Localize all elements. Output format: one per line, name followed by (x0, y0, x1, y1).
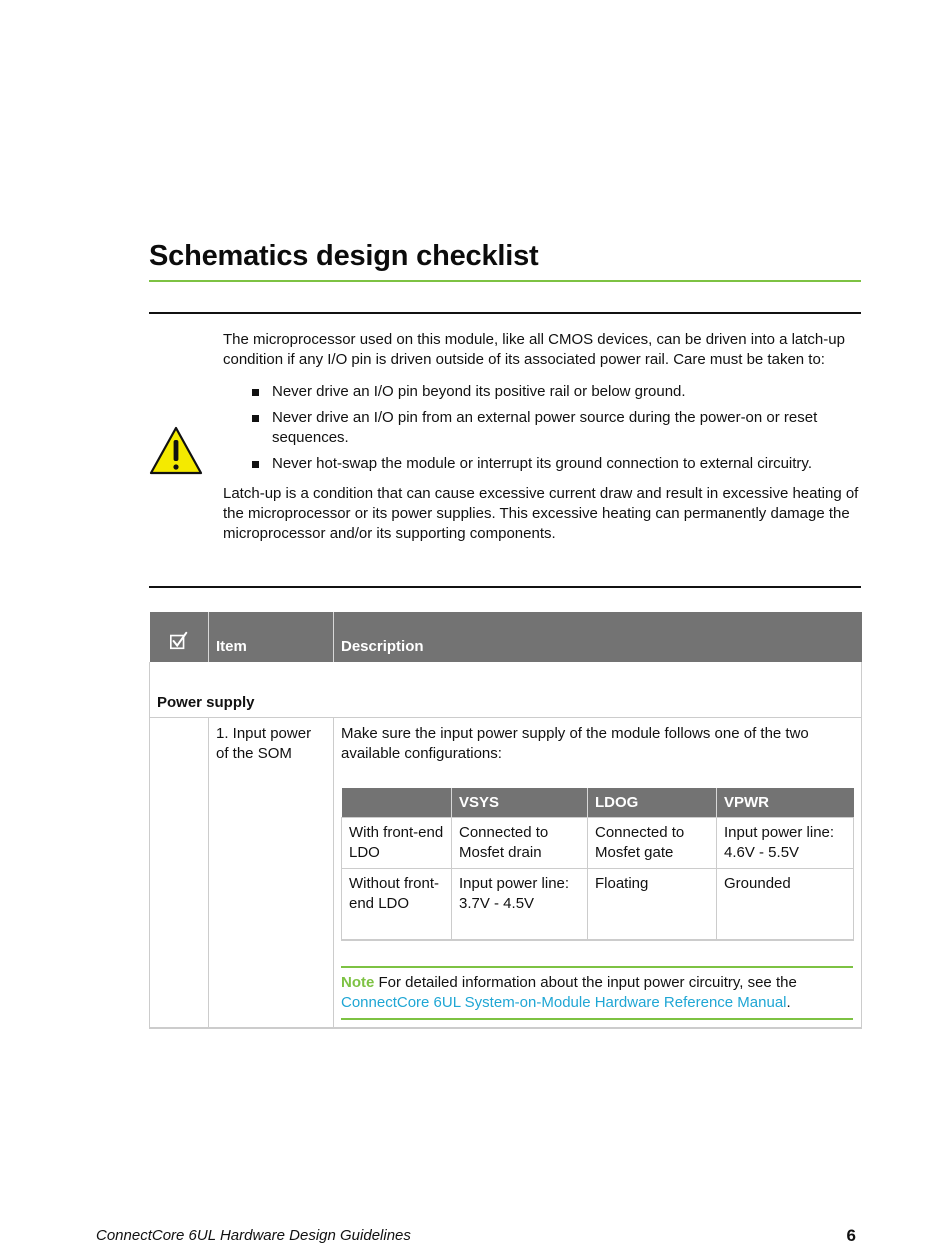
power-config-table (341, 788, 854, 941)
footer-document-title: ConnectCore 6UL Hardware Design Guidelines (96, 1227, 411, 1244)
reference-manual-link[interactable]: ConnectCore 6UL System-on-Module Hardware Reference Manual (341, 994, 787, 1011)
config-header-cell: VSYS (452, 788, 588, 818)
description-cell (334, 718, 862, 1029)
caution-box (149, 312, 861, 588)
note-box (341, 966, 853, 1020)
checklist-table (149, 612, 862, 1029)
table-row (342, 818, 854, 869)
checklist-header-row (150, 612, 862, 662)
caution-bullet: Never drive an I/O pin beyond its positive rail or below ground. (223, 382, 859, 402)
note-label: Note (341, 974, 375, 991)
check-cell (150, 718, 209, 1029)
description-column-header: Description (334, 612, 862, 662)
config-header-cell (342, 788, 452, 818)
config-header-row (342, 788, 854, 818)
checkbox-checked-icon (169, 631, 189, 651)
note-end: . (786, 994, 791, 1011)
config-cell: With front-end LDO (342, 818, 452, 869)
caution-conclusion: Latch-up is a condition that can cause excessive current draw and result in excessive heating of the microprocessor or its power supplies. This excessive heating can permanently damage the microprocessor and/or its supporting components. (223, 485, 859, 542)
title-underline (149, 280, 861, 282)
config-header-cell: LDOG (588, 788, 717, 818)
item-column-header: Item (209, 612, 334, 662)
caution-list (223, 382, 859, 474)
config-cell: Input power line: 4.6V - 5.5V (717, 818, 854, 869)
caution-intro: The microprocessor used on this module, like all CMOS devices, can be driven into a latch-up condition if any I/O pin is driven outside of its associated power rail. Care must be taken to: (223, 331, 845, 368)
caution-text (223, 330, 859, 544)
bullet-square-icon (252, 389, 259, 396)
config-cell: Connected to Mosfet gate (588, 818, 717, 869)
config-cell: Floating (588, 869, 717, 941)
config-cell: Input power line: 3.7V - 4.5V (452, 869, 588, 941)
config-cell: Grounded (717, 869, 854, 941)
item-description: Make sure the input power supply of the module follows one of the two available configurations: (341, 725, 809, 762)
page-number: 6 (846, 1226, 856, 1245)
config-header-cell: VPWR (717, 788, 854, 818)
section-title: Power supply (150, 662, 862, 718)
bullet-square-icon (252, 415, 259, 422)
page-title: Schematics design checklist (149, 240, 539, 272)
caution-bullet: Never drive an I/O pin from an external power source during the power-on or reset sequences. (223, 408, 859, 448)
caution-bullet: Never hot-swap the module or interrupt its ground connection to external circuitry. (223, 454, 859, 474)
section-row (150, 662, 862, 718)
note-text: For detailed information about the input power circuitry, see the (374, 974, 797, 991)
item-cell: 1. Input power of the SOM (209, 718, 334, 1029)
config-cell: Without front-end LDO (342, 869, 452, 941)
bullet-square-icon (252, 461, 259, 468)
warning-icon (149, 426, 203, 476)
table-row (150, 718, 862, 1029)
check-column-header (150, 612, 209, 662)
table-row (342, 869, 854, 941)
config-cell: Connected to Mosfet drain (452, 818, 588, 869)
